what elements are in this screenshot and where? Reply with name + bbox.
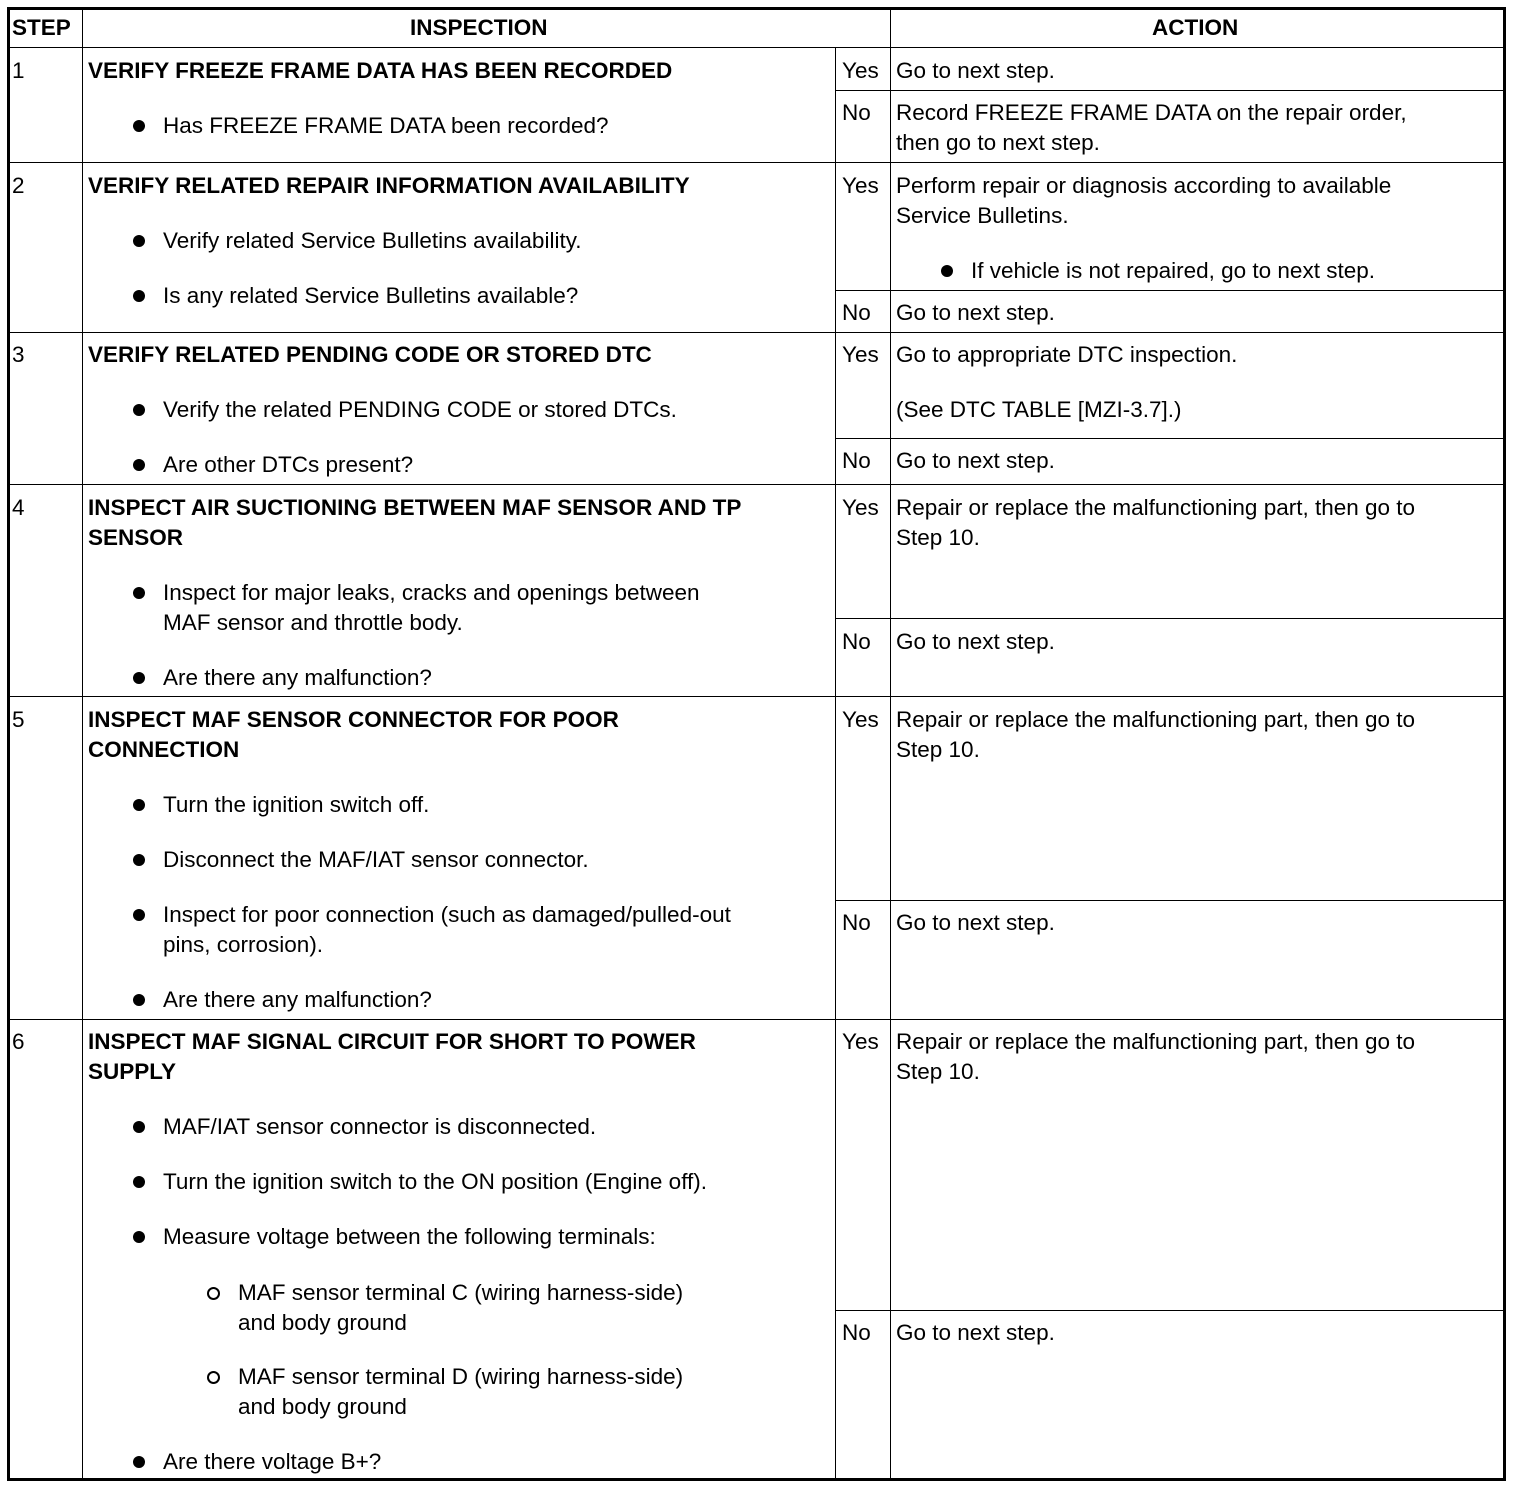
no-action: Go to next step. <box>896 448 1055 473</box>
step-number: 4 <box>12 495 25 520</box>
inspection-bullet: Verify related Service Bulletins availability. <box>163 228 582 253</box>
bullet-icon <box>133 587 145 599</box>
step-title: VERIFY RELATED PENDING CODE OR STORED DTC <box>88 342 652 367</box>
bullet-icon <box>133 1456 145 1468</box>
bullet-icon <box>133 120 145 132</box>
yes-action: Step 10. <box>896 525 980 550</box>
bullet-icon <box>133 799 145 811</box>
bullet-icon <box>133 854 145 866</box>
bullet-icon <box>133 1121 145 1133</box>
inspection-bullet: Are other DTCs present? <box>163 452 414 477</box>
row-divider <box>836 438 1506 439</box>
yes-action: Step 10. <box>896 1059 980 1084</box>
bullet-icon <box>133 672 145 684</box>
no-action: Go to next step. <box>896 629 1055 654</box>
inspection-bullet: Measure voltage between the following terminals: <box>163 1224 656 1249</box>
step-title: VERIFY FREEZE FRAME DATA HAS BEEN RECORDED <box>88 58 673 83</box>
no-label: No <box>842 1320 871 1345</box>
no-action: then go to next step. <box>896 130 1100 155</box>
step-number: 5 <box>12 707 25 732</box>
inspection-bullet: MAF/IAT sensor connector is disconnected. <box>163 1114 597 1139</box>
inspection-bullet: Disconnect the MAF/IAT sensor connector. <box>163 847 589 872</box>
row-divider <box>836 900 1506 901</box>
inspection-bullet: Turn the ignition switch off. <box>163 792 430 817</box>
column-divider <box>82 7 83 1481</box>
bullet-icon <box>133 1176 145 1188</box>
row-divider <box>7 1019 1506 1020</box>
yes-label: Yes <box>842 342 879 367</box>
inspection-bullet: MAF sensor and throttle body. <box>163 610 463 635</box>
yes-action: Service Bulletins. <box>896 203 1069 228</box>
inspection-bullet: Has FREEZE FRAME DATA been recorded? <box>163 113 609 138</box>
bullet-icon <box>941 265 953 277</box>
no-label: No <box>842 100 871 125</box>
no-label: No <box>842 448 871 473</box>
inspection-sub-bullet: MAF sensor terminal C (wiring harness-side) <box>238 1280 684 1305</box>
yes-action: Perform repair or diagnosis according to available <box>896 173 1392 198</box>
step-title: CONNECTION <box>88 737 240 762</box>
no-action: Record FREEZE FRAME DATA on the repair order, <box>896 100 1407 125</box>
no-label: No <box>842 300 871 325</box>
header-step: STEP <box>12 15 71 40</box>
action-bullet: If vehicle is not repaired, go to next step. <box>971 258 1375 283</box>
row-divider <box>7 162 1506 163</box>
bullet-icon <box>133 1231 145 1243</box>
yes-action: Repair or replace the malfunctioning part, then go to <box>896 1029 1416 1054</box>
bullet-icon <box>133 290 145 302</box>
bullet-icon <box>133 994 145 1006</box>
header-action: ACTION <box>1152 15 1239 40</box>
step-title: SENSOR <box>88 525 184 550</box>
step-number: 6 <box>12 1029 25 1054</box>
inspection-bullet: Verify the related PENDING CODE or stored DTCs. <box>163 397 677 422</box>
row-divider <box>836 1310 1506 1311</box>
yes-label: Yes <box>842 1029 879 1054</box>
inspection-bullet: Are there voltage B+? <box>163 1449 382 1474</box>
inspection-bullet: Are there any malfunction? <box>163 987 432 1012</box>
step-title: VERIFY RELATED REPAIR INFORMATION AVAILABILITY <box>88 173 690 198</box>
dtc-table-reference: (See DTC TABLE [MZI-3.7].) <box>896 397 1182 422</box>
column-divider <box>890 7 891 1481</box>
inspection-sub-bullet: and body ground <box>238 1394 407 1419</box>
sub-bullet-icon <box>207 1287 220 1300</box>
inspection-bullet: Inspect for major leaks, cracks and openings between <box>163 580 700 605</box>
yes-action: Step 10. <box>896 737 980 762</box>
inspection-bullet: Is any related Service Bulletins available? <box>163 283 579 308</box>
yes-label: Yes <box>842 495 879 520</box>
bullet-icon <box>133 459 145 471</box>
row-divider <box>7 484 1506 485</box>
row-divider <box>7 47 1506 48</box>
inspection-bullet: Turn the ignition switch to the ON position (Engine off). <box>163 1169 708 1194</box>
no-label: No <box>842 910 871 935</box>
no-action: Go to next step. <box>896 300 1055 325</box>
bullet-icon <box>133 909 145 921</box>
inspection-bullet: Inspect for poor connection (such as damaged/pulled-out <box>163 902 731 927</box>
inspection-bullet: Are there any malfunction? <box>163 665 432 690</box>
step-title: INSPECT MAF SIGNAL CIRCUIT FOR SHORT TO POWER <box>88 1029 696 1054</box>
column-divider <box>835 47 836 1481</box>
bullet-icon <box>133 404 145 416</box>
step-title: INSPECT MAF SENSOR CONNECTOR FOR POOR <box>88 707 619 732</box>
sub-bullet-icon <box>207 1371 220 1384</box>
row-divider <box>836 618 1506 619</box>
no-action: Go to next step. <box>896 910 1055 935</box>
bullet-icon <box>133 235 145 247</box>
yes-label: Yes <box>842 173 879 198</box>
row-divider <box>7 696 1506 697</box>
no-label: No <box>842 629 871 654</box>
yes-label: Yes <box>842 58 879 83</box>
step-number: 1 <box>12 58 25 83</box>
yes-action: Go to next step. <box>896 58 1055 83</box>
step-title: SUPPLY <box>88 1059 176 1084</box>
step-title: INSPECT AIR SUCTIONING BETWEEN MAF SENSOR AND TP <box>88 495 742 520</box>
yes-action: Go to appropriate DTC inspection. <box>896 342 1238 367</box>
inspection-bullet: pins, corrosion). <box>163 932 324 957</box>
inspection-sub-bullet: MAF sensor terminal D (wiring harness-side) <box>238 1364 684 1389</box>
row-divider <box>7 332 1506 333</box>
step-number: 2 <box>12 173 25 198</box>
row-divider <box>836 90 1506 91</box>
step-number: 3 <box>12 342 25 367</box>
header-inspection: INSPECTION <box>410 15 548 40</box>
inspection-sub-bullet: and body ground <box>238 1310 407 1335</box>
no-action: Go to next step. <box>896 1320 1055 1345</box>
yes-label: Yes <box>842 707 879 732</box>
yes-action: Repair or replace the malfunctioning part, then go to <box>896 707 1416 732</box>
row-divider <box>836 290 1506 291</box>
yes-action: Repair or replace the malfunctioning part, then go to <box>896 495 1416 520</box>
